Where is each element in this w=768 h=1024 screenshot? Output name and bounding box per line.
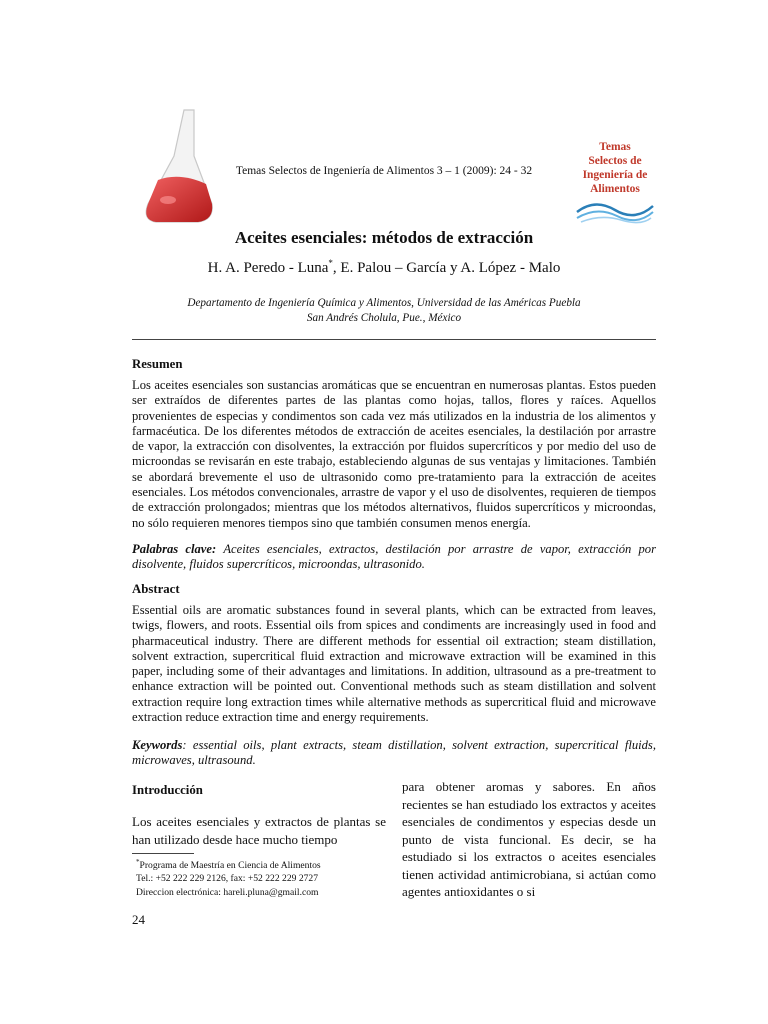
article-title: Aceites esenciales: métodos de extracción <box>234 228 534 247</box>
affiliation-line: San Andrés Cholula, Pue., México <box>306 312 462 324</box>
footnote-phone: Tel.: +52 222 229 2126, fax: +52 222 229 2727 <box>136 873 319 885</box>
logo-line: Temas <box>599 141 631 153</box>
footnote-line <box>136 856 396 872</box>
authors-line <box>0 258 768 277</box>
journal-reference: Temas Selectos de Ingeniería de Alimentos 3 – 1 (2009): 24 - 32 <box>235 165 533 177</box>
keywords-list: Aceites esenciales, extractos, destilación por arrastre de vapor, extracción por disolvente, fluidos supercríticos, microondas, ultrasonido. <box>132 542 656 572</box>
logo-line: Alimentos <box>590 183 640 195</box>
keywords-list: : essential oils, plant extracts, steam distillation, solvent extraction, supercritical fluids, microwaves, ultrasound. <box>132 738 656 768</box>
palabras-clave <box>132 542 656 573</box>
footnote-email: Direccion electrónica: hareli.pluna@gmail.com <box>136 886 319 898</box>
keywords <box>132 738 656 769</box>
abstract-heading: Abstract <box>132 582 180 596</box>
wave-icon <box>575 196 655 224</box>
logo-line: Ingeniería de <box>582 169 648 181</box>
intro-heading: Introducción <box>132 783 203 797</box>
resumen-text: Los aceites esenciales son sustancias aromáticas que se encuentran en numerosas plantas. Estos pueden ser extraídos de diferentes partes de las plantas como hojas, tallos, flores y raíces. Aquellos provenientes de especias y condimentos son cada vez más utilizados en la industria de los alimentos y farmacéutica. De los diferentes métodos de extracción de aceites esenciales, la destilación por arrastre de vapor, la extracción con disolventes, la extracción por fluidos supercríticos y por medio del uso de microondas se revisarán en este trabajo, estableciendo algunas de sus ventajas y limitaciones. También se abordará brevemente el uso de ultrasonido como pre-tratamiento para la extracción de aceites esenciales. Los métodos convencionales, arrastre de vapor y el uso de disolventes, requieren de tiempos de extracción prolongados; mientras que los métodos alternativos, fluidos supercríticos y microondas, no sólo requieren menores tiempos sino que también consumen menos energía. <box>132 378 656 530</box>
author-footnote-mark: * <box>328 258 333 268</box>
journal-logo <box>575 140 655 224</box>
keywords-label: Keywords <box>132 738 183 752</box>
footnote-mark: * <box>136 858 140 866</box>
logo-line: Selectos de <box>588 155 642 167</box>
affiliation-line: Departamento de Ingeniería Química y Alimentos, Universidad de las Américas Puebla <box>187 297 581 309</box>
footnote-program: Programa de Maestría en Ciencia de Alimentos <box>139 860 321 872</box>
intro-left-column: Los aceites esenciales y extractos de plantas se han utilizado desde hace mucho tiempo <box>132 814 386 847</box>
resumen-heading: Resumen <box>132 357 183 371</box>
abstract-text: Essential oils are aromatic substances found in several plants, which can be extracted from leaves, twigs, flowers, and roots. Essential oils from spices and condiments are increasingly used in food and pharmaceutical industry. There are different methods for essential oil extraction; steam distillation, solvent extraction, supercritical fluid extraction and microwave extraction will be examined in this paper, including some of their advantages and limitations. In addition, ultrasound as a pre-treatment to enhance extraction will be pointed out. Conventional methods such as steam distillation and solvent extraction require long extraction times while alternative methods as supercritical fluid and microwave extraction reduce extraction time and energy requirements. <box>132 603 656 725</box>
footnote <box>136 856 396 899</box>
keywords-label: Palabras clave: <box>132 542 217 556</box>
intro-right-column: para obtener aromas y sabores. En años recientes se han estudiado los extractos y aceites esenciales de condimentos y especias desde un punto de vista funcional. Es decir, se ha estudiado si los extractos o aceites esenciales tienen actividad antimicrobiana, si actúan como agentes antioxidantes o si <box>402 779 656 899</box>
affiliation <box>0 296 768 326</box>
author-others: , E. Palou – García y A. López - Malo <box>332 260 561 276</box>
footnote-divider <box>132 853 194 854</box>
page-number: 24 <box>132 912 145 927</box>
divider <box>132 339 656 340</box>
author-primary: H. A. Peredo - Luna <box>207 260 329 276</box>
